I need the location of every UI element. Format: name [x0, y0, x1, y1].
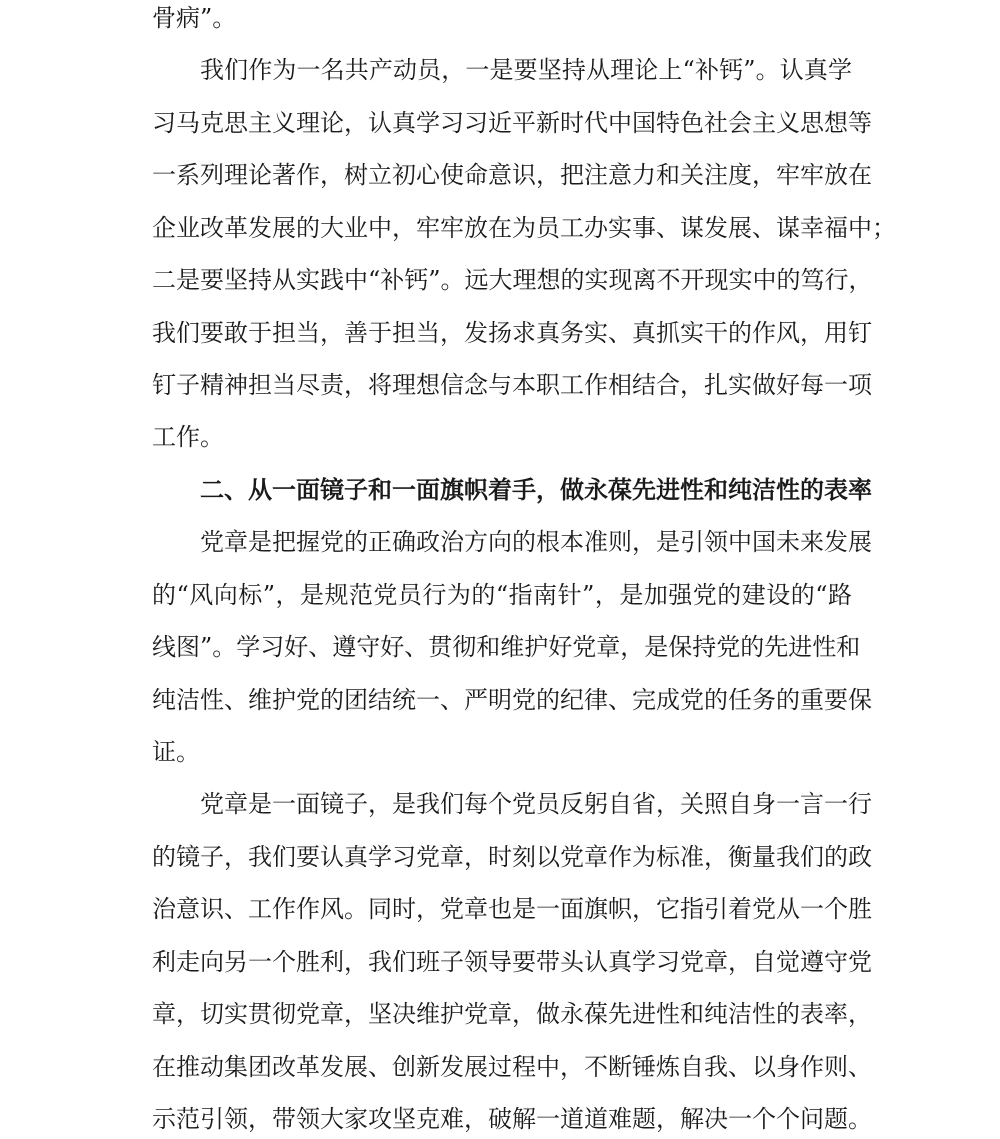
- text-line-16: 党章是一面镜子，是我们每个党员反躬自省，关照自身一言一行: [200, 790, 872, 818]
- text-line-4: 一系列理论著作，树立初心使命意识，把注意力和关注度，牢牢放在: [152, 161, 872, 189]
- text-line-2: 我们作为一名共产动员，一是要坚持从理论上“补钙”。认真学: [200, 56, 852, 84]
- text-line-9: 工作。: [152, 423, 224, 451]
- text-line-11: 党章是把握党的正确政治方向的根本准则，是引领中国未来发展: [200, 528, 872, 556]
- text-line-22: 示范引领，带领大家攻坚克难，破解一道道难题，解决一个个问题。: [152, 1105, 872, 1133]
- text-line-3: 习马克思主义理论，认真学习习近平新时代中国特色社会主义思想等: [152, 109, 872, 137]
- text-line-20: 章，切实贯彻党章，坚决维护党章，做永葆先进性和纯洁性的表率，: [152, 1000, 872, 1028]
- text-line-6: 二是要坚持从实践中“补钙”。远大理想的实现离不开现实中的笃行，: [152, 266, 873, 294]
- text-line-18: 治意识、工作作风。同时，党章也是一面旗帜，它指引着党从一个胜: [152, 895, 872, 923]
- text-line-13: 线图”。学习好、遵守好、贯彻和维护好党章，是保持党的先进性和: [152, 633, 861, 661]
- text-line-14: 纯洁性、维护党的团结统一、严明党的纪律、完成党的任务的重要保: [152, 686, 872, 714]
- text-line-5: 企业改革发展的大业中，牢牢放在为员工办实事、谋发展、谋幸福中；: [152, 214, 896, 242]
- section-heading: 二、从一面镜子和一面旗帜着手，做永葆先进性和纯洁性的表率: [200, 475, 872, 504]
- text-line-7: 我们要敢于担当，善于担当，发扬求真务实、真抓实干的作风，用钉: [152, 319, 872, 347]
- text-line-8: 钉子精神担当尽责，将理想信念与本职工作相结合，扎实做好每一项: [152, 371, 872, 399]
- text-line-19: 利走向另一个胜利，我们班子领导要带头认真学习党章，自觉遵守党: [152, 948, 872, 976]
- text-line-15: 证。: [152, 738, 200, 766]
- text-line-12: 的“风向标”，是规范党员行为的“指南针”，是加强党的建设的“路: [152, 581, 852, 609]
- text-line-21: 在推动集团改革发展、创新发展过程中，不断锤炼自我、以身作则、: [152, 1053, 872, 1081]
- text-line-1: 骨病”。: [152, 4, 237, 32]
- text-line-17: 的镜子，我们要认真学习党章，时刻以党章作为标准，衡量我们的政: [152, 843, 872, 871]
